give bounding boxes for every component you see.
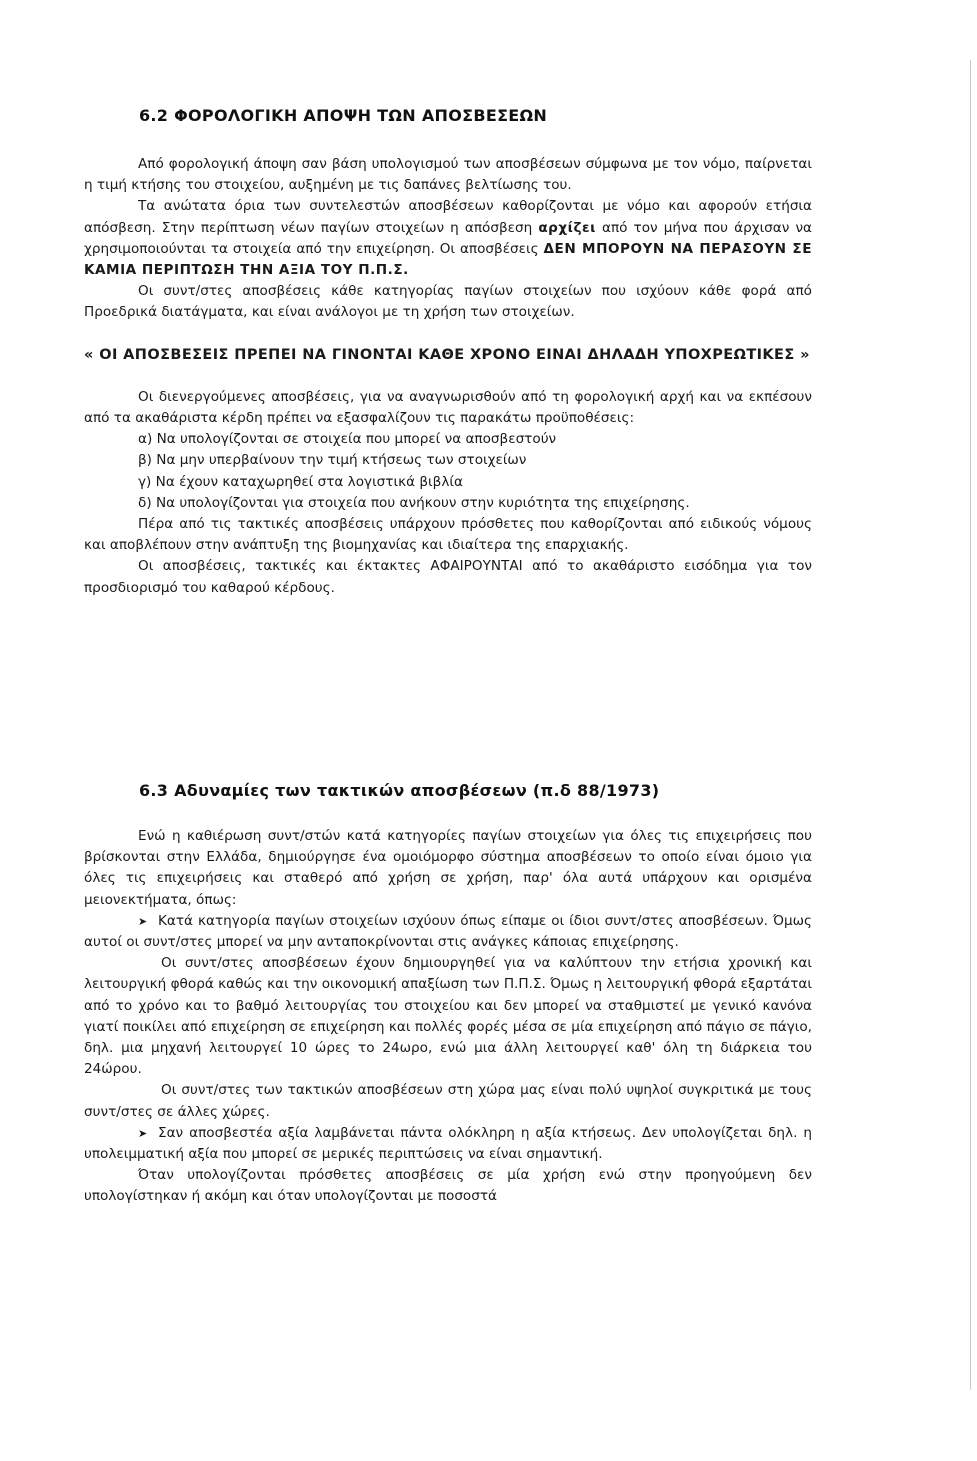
list-item: δ) Να υπολογίζονται για στοιχεία που ανήκουν στην κυριότητα της επιχείρησης.: [138, 494, 690, 511]
section-6-3-title: 6.3 Αδυναμίες των τακτικών αποσβέσεων (π.δ 88/1973): [139, 781, 660, 800]
arrowhead-bullet-icon: ➤: [138, 1126, 148, 1140]
list-item: β) Να μην υπερβαίνουν την τιμή κτήσεως των στοιχείων: [138, 452, 527, 469]
text-run: Σαν αποσβεστέα αξία λαμβάνεται πάντα ολόκληρη η αξία κτήσεως. Δεν υπολογίζεται δηλ. η υπολειμματική αξία που μπορεί σε μερικές περιπτώσεις να είναι σημαντική.: [84, 1124, 812, 1163]
paragraph: Οι συντ/στες αποσβέσεις κάθε κατηγορίας παγίων στοιχείων που ισχύουν κάθε φορά από Προεδρικά διατάγματα, και είναι ανάλογοι με τη χρήση των στοιχείων.: [84, 283, 812, 321]
paragraph: Ενώ η καθιέρωση συντ/στών κατά κατηγορίες παγίων στοιχείων για όλες τις επιχειρήσεις που βρίσκονται στην Ελλάδα, δημιούργησε ένα ομοιόμορφο σύστημα αποσβέσεων το οποίο είναι όμοιο για όλες τις επιχειρήσεις και σταθερό από χρήση σε χρήση, παρ' όλα αυτά υπάρχουν και ορισμένα μειονεκτήματα, όπως:: [84, 828, 812, 908]
paragraph: Οι συντ/στες αποσβέσεων έχουν δημιουργηθεί για να καλύπτουν την ετήσια χρονική και λειτουργική φθορά καθώς και την οικονομική απαξίωση των Π.Π.Σ. Όμως η λειτουργική φθορά εξαρτάται από το χρόνο και το βαθμό λειτουργίας του στοιχείου και δεν μπορεί να σταθμιστεί με γενικό κανόνα γιατί ποικίλει από επιχείρηση σε επιχείρηση και πολλές φορές μέσα σε μία επιχείρηση από πάγιο σε πάγιο, δηλ. μια μηχανή λειτουργεί 10 ώρες το 24ωρο, ενώ μια άλλη λειτουργεί καθ' όλη τη διάρκεια του 24ώρου.: [84, 955, 812, 1078]
conditions-list: [84, 429, 812, 514]
text-run: από τον μήνα που άρχισαν να χρησιμοποιούνται τα στοιχεία από την επιχείρηση. Οι αποσβέσεις: [84, 219, 813, 257]
bold-text-run: ΔΕΝ ΜΠΟΡΟΥΝ ΝΑ ΠΕΡΑΣΟΥΝ ΣΕ ΚΑΜΙΑ ΠΕΡΙΠΤΩΣΗ ΤΗΝ ΑΞΙΑ ΤΟΥ Π.Π.Σ.: [84, 240, 812, 279]
section-6-3-body: [84, 826, 812, 1208]
bullet-paragraph: [84, 911, 812, 953]
list-item: γ) Να έχουν καταχωρηθεί στα λογιστικά βιβλία: [138, 473, 463, 490]
paragraph: Οι συντ/στες των τακτικών αποσβέσεων στη χώρα μας είναι πολύ υψηλοί συγκριτικά με τους συντ/στες σε άλλες χώρες.: [84, 1082, 812, 1120]
paragraph: Οι διενεργούμενες αποσβέσεις, για να αναγνωρισθούν από τη φορολογική αρχή και να εκπέσουν από τα ακαθάριστα κέρδη πρέπει να εξασφαλίζουν τις παρακάτω προϋποθέσεις:: [84, 388, 812, 427]
list-item: α) Να υπολογίζονται σε στοιχεία που μπορεί να αποσβεστούν: [138, 431, 557, 448]
text-run: Τα ανώτατα όρια των συντελεστών αποσβέσεων καθορίζονται με νόμο και αφορούν ετήσια απόσβεση. Στην περίπτωση νέων παγίων στοιχείων η απόσβεση: [84, 198, 812, 236]
emphasis-statement: « ΟΙ ΑΠΟΣΒΕΣΕΙΣ ΠΡΕΠΕΙ ΝΑ ΓΙΝΟΝΤΑΙ ΚΑΘΕ ΧΡΟΝΟ ΕΙΝΑΙ ΔΗΛΑΔΗ ΥΠΟΧΡΕΩΤΙΚΕΣ »: [84, 346, 810, 363]
bold-text-run: αρχίζει: [538, 219, 596, 236]
text-run: Κατά κατηγορία παγίων στοιχείων ισχύουν όπως είπαμε οι ίδιοι συντ/στες αποσβέσεων. Όμως αυτοί οι συντ/στες μπορεί να μην ανταποκρίνονται στις ανάγκες κάποιας επιχείρησης.: [84, 912, 812, 951]
section-6-2-body: [84, 154, 812, 599]
paragraph: Όταν υπολογίζονται πρόσθετες αποσβέσεις σε μία χρήση ενώ στην προηγούμενη δεν υπολογίστηκαν ή ακόμη και όταν υπολογίζονται με ποσοστά: [84, 1167, 812, 1205]
section-6-2-title: 6.2 ΦΟΡΟΛΟΓΙΚΗ ΑΠΟΨΗ ΤΩΝ ΑΠΟΣΒΕΣΕΩΝ: [139, 106, 548, 125]
paragraph: [84, 196, 812, 281]
paragraph: Οι αποσβέσεις, τακτικές και έκτακτες ΑΦΑΙΡΟΥΝΤΑΙ από το ακαθάριστο εισόδημα για τον προσδιορισμό του καθαρού κέρδους.: [84, 558, 812, 596]
arrowhead-bullet-icon: ➤: [138, 914, 148, 928]
paragraph: Από φορολογική άποψη σαν βάση υπολογισμού των αποσβέσεων σύμφωνα με τον νόμο, παίρνεται η τιμή κτήσης του στοιχείου, αυξημένη με τις δαπάνες βελτίωσης του.: [84, 156, 812, 194]
bullet-paragraph: [84, 1123, 812, 1165]
scan-edge-line: [970, 60, 971, 1390]
paragraph: Πέρα από τις τακτικές αποσβέσεις υπάρχουν πρόσθετες που καθορίζονται από ειδικούς νόμους και αποβλέπουν στην ανάπτυξη της βιομηχανίας και ιδιαίτερα της επαρχιακής.: [84, 516, 812, 554]
